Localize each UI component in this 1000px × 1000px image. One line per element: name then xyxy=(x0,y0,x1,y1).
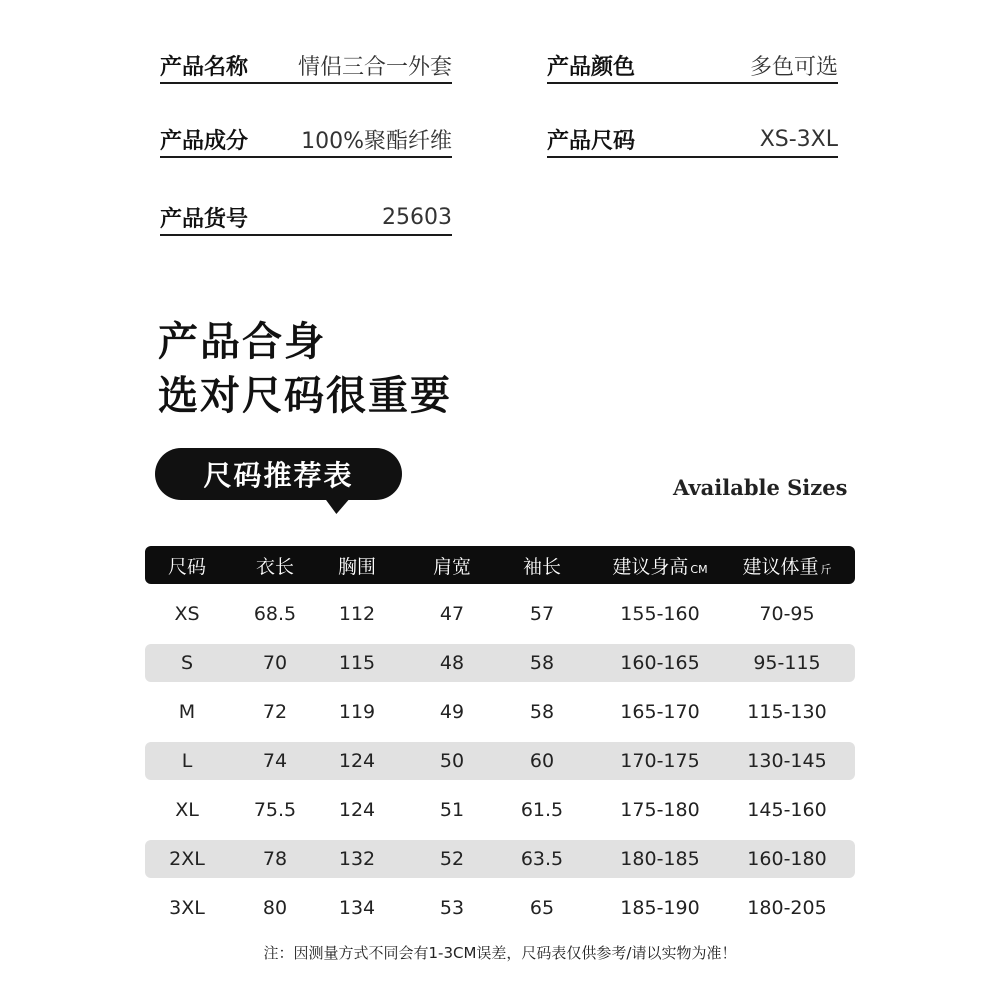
table-cell: 80 xyxy=(262,897,288,919)
table-cell: 130-145 xyxy=(747,750,827,772)
table-cell: 95-115 xyxy=(753,652,821,674)
info-row-name xyxy=(160,48,452,84)
table-cell: 74 xyxy=(262,750,288,772)
table-cell: 155-160 xyxy=(620,603,700,625)
table-cell: XS xyxy=(174,603,200,625)
table-cell: 175-180 xyxy=(620,799,700,821)
table-cell: 2XL xyxy=(169,848,205,870)
info-label: 产品名称 xyxy=(160,54,249,80)
header-cell-weight xyxy=(742,552,831,579)
table-cell: 47 xyxy=(439,603,465,625)
table-row xyxy=(145,693,855,731)
size-chart-title: 尺码推荐表 xyxy=(203,459,354,492)
table-cell: 60 xyxy=(529,750,555,772)
info-value: 多色可选 xyxy=(749,54,838,80)
info-value: 25603 xyxy=(382,204,452,230)
bubble-tail xyxy=(314,494,353,514)
table-row xyxy=(145,595,855,633)
table-row xyxy=(145,644,855,682)
table-cell: 49 xyxy=(439,701,465,723)
table-cell: 65 xyxy=(529,897,555,919)
headline-line-2: 选对尺码很重要 xyxy=(158,373,452,419)
info-row-material xyxy=(160,122,452,158)
header-label: 建议体重 xyxy=(742,555,819,578)
header-label: 建议身高 xyxy=(612,555,689,578)
table-cell: 3XL xyxy=(169,897,205,919)
table-cell: 170-175 xyxy=(620,750,700,772)
table-body xyxy=(145,595,855,927)
table-cell: 119 xyxy=(338,701,376,723)
header-cell: 胸围 xyxy=(337,555,377,578)
available-sizes-label: Available Sizes xyxy=(673,475,848,500)
header-cell: 尺码 xyxy=(167,555,207,578)
table-cell: 58 xyxy=(529,652,555,674)
info-row-size xyxy=(547,122,838,158)
table-cell: 63.5 xyxy=(520,848,564,870)
info-value: XS-3XL xyxy=(759,126,838,152)
table-cell: 68.5 xyxy=(253,603,297,625)
table-cell: 52 xyxy=(439,848,465,870)
table-cell: 124 xyxy=(338,750,376,772)
info-row-color xyxy=(547,48,838,84)
info-label: 产品货号 xyxy=(160,206,249,232)
table-cell: 78 xyxy=(262,848,288,870)
info-value: 100%聚酯纤维 xyxy=(301,128,452,154)
header-cell-height xyxy=(612,552,707,579)
table-cell: M xyxy=(178,701,196,723)
info-label: 产品尺码 xyxy=(547,128,636,154)
table-row xyxy=(145,742,855,780)
info-label: 产品颜色 xyxy=(547,54,636,80)
table-cell: 115-130 xyxy=(747,701,827,723)
header-cell: 袖长 xyxy=(522,555,562,578)
info-label: 产品成分 xyxy=(160,128,249,154)
info-value: 情侣三合一外套 xyxy=(297,54,452,80)
table-cell: 124 xyxy=(338,799,376,821)
table-cell: 61.5 xyxy=(520,799,564,821)
table-cell: 70-95 xyxy=(759,603,815,625)
header-cell: 衣长 xyxy=(255,555,295,578)
table-cell: S xyxy=(180,652,194,674)
table-row xyxy=(145,840,855,878)
disclaimer-note: 注：因测量方式不同会有1-3CM误差，尺码表仅供参考/请以实物为准！ xyxy=(263,944,737,962)
table-cell: 145-160 xyxy=(747,799,827,821)
table-cell: 165-170 xyxy=(620,701,700,723)
table-cell: 132 xyxy=(338,848,376,870)
table-cell: 160-165 xyxy=(620,652,700,674)
headline-line-1: 产品合身 xyxy=(158,319,326,365)
table-cell: 72 xyxy=(262,701,288,723)
table-cell: 53 xyxy=(439,897,465,919)
header-unit: CM xyxy=(690,562,708,576)
table-cell: XL xyxy=(175,799,199,821)
table-cell: 112 xyxy=(338,603,376,625)
table-cell: 58 xyxy=(529,701,555,723)
table-row xyxy=(145,889,855,927)
table-cell: 180-205 xyxy=(747,897,827,919)
table-cell: 160-180 xyxy=(747,848,827,870)
table-cell: 134 xyxy=(338,897,376,919)
table-cell: 185-190 xyxy=(620,897,700,919)
header-unit: 斤 xyxy=(820,562,832,576)
table-row xyxy=(145,791,855,829)
table-cell: 57 xyxy=(529,603,555,625)
table-cell: 50 xyxy=(439,750,465,772)
size-table xyxy=(145,546,855,927)
table-cell: 48 xyxy=(439,652,465,674)
table-cell: 115 xyxy=(338,652,376,674)
table-cell: 180-185 xyxy=(620,848,700,870)
info-row-sku xyxy=(160,200,452,236)
table-cell: 75.5 xyxy=(253,799,297,821)
table-cell: L xyxy=(181,750,193,772)
table-cell: 70 xyxy=(262,652,288,674)
table-cell: 51 xyxy=(439,799,465,821)
size-chart-title-bubble xyxy=(155,448,402,500)
header-cell: 肩宽 xyxy=(432,555,472,578)
table-header xyxy=(145,546,855,584)
